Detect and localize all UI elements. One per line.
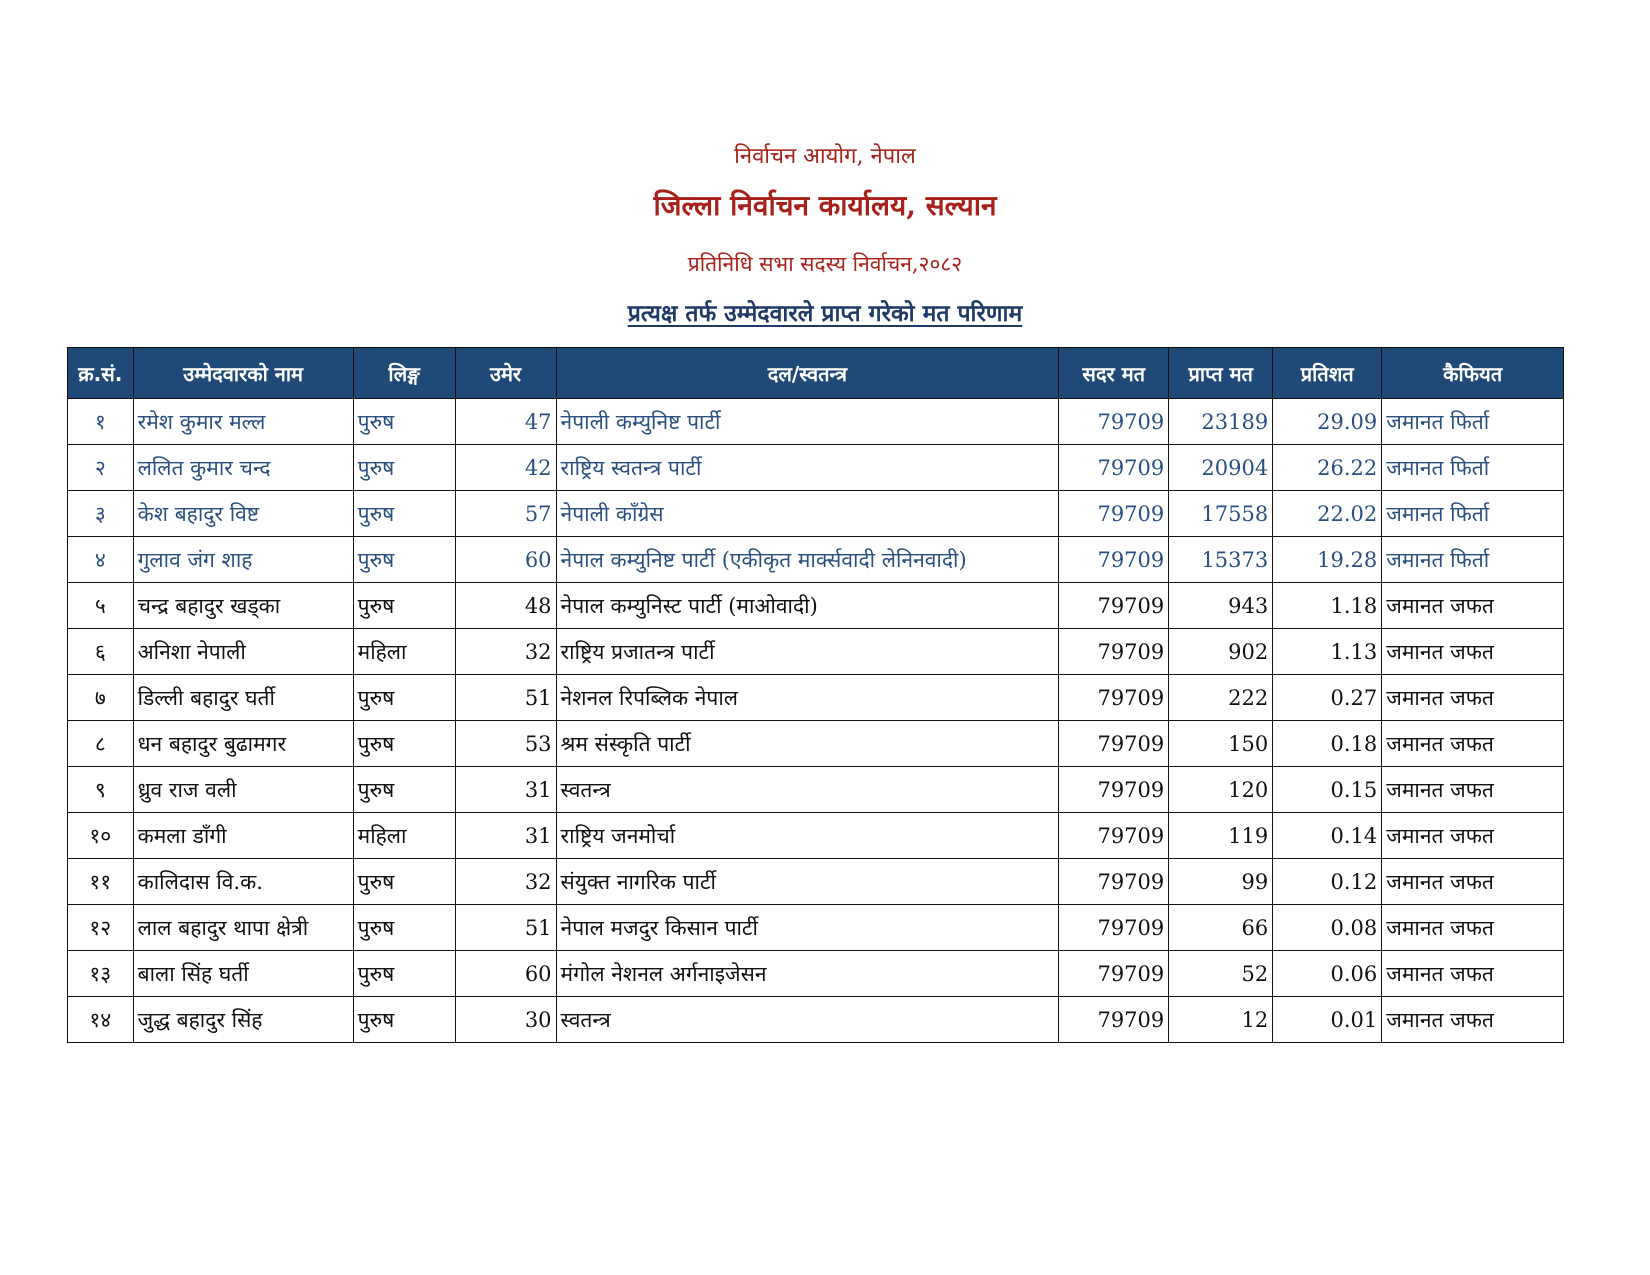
cell-gender: पुरुष	[353, 997, 455, 1043]
cell-percent: 0.18	[1273, 721, 1382, 767]
cell-party: नेपाल मजदुर किसान पार्टी	[556, 905, 1059, 951]
cell-percent: 0.14	[1273, 813, 1382, 859]
cell-valid-votes: 79709	[1059, 675, 1169, 721]
cell-remark: जमानत जफत	[1382, 997, 1564, 1043]
col-header-votes: प्राप्त मत	[1169, 348, 1273, 399]
table-row	[68, 583, 1564, 629]
cell-name: रमेश कुमार मल्ल	[133, 399, 353, 445]
cell-party: राष्ट्रिय स्वतन्त्र पार्टी	[556, 445, 1059, 491]
cell-sn: १०	[68, 813, 134, 859]
cell-sn: ६	[68, 629, 134, 675]
cell-percent: 0.27	[1273, 675, 1382, 721]
table-row	[68, 767, 1564, 813]
cell-gender: पुरुष	[353, 905, 455, 951]
table-header-row	[68, 348, 1564, 399]
cell-remark: जमानत जफत	[1382, 905, 1564, 951]
cell-sn: १२	[68, 905, 134, 951]
cell-gender: पुरुष	[353, 721, 455, 767]
table-row	[68, 629, 1564, 675]
cell-percent: 1.18	[1273, 583, 1382, 629]
cell-party: नेपाली कम्युनिष्ट पार्टी	[556, 399, 1059, 445]
cell-gender: पुरुष	[353, 399, 455, 445]
cell-party: स्वतन्त्र	[556, 767, 1059, 813]
cell-name: धन बहादुर बुढामगर	[133, 721, 353, 767]
cell-sn: ९	[68, 767, 134, 813]
cell-valid-votes: 79709	[1059, 997, 1169, 1043]
cell-gender: पुरुष	[353, 675, 455, 721]
cell-remark: जमानत जफत	[1382, 721, 1564, 767]
cell-remark: जमानत फिर्ता	[1382, 491, 1564, 537]
table-row	[68, 951, 1564, 997]
cell-age: 32	[455, 629, 556, 675]
cell-votes: 120	[1169, 767, 1273, 813]
cell-remark: जमानत जफत	[1382, 767, 1564, 813]
cell-name: बाला सिंह घर्ती	[133, 951, 353, 997]
cell-party: मंगोल नेशनल अर्गनाइजेसन	[556, 951, 1059, 997]
table-row	[68, 445, 1564, 491]
cell-sn: ११	[68, 859, 134, 905]
cell-name: डिल्ली बहादुर घर्ती	[133, 675, 353, 721]
results-table	[67, 347, 1564, 1043]
cell-remark: जमानत जफत	[1382, 675, 1564, 721]
cell-age: 42	[455, 445, 556, 491]
cell-gender: महिला	[353, 629, 455, 675]
cell-remark: जमानत जफत	[1382, 951, 1564, 997]
col-header-sn: क्र.सं.	[68, 348, 134, 399]
col-header-party: दल/स्वतन्त्र	[556, 348, 1059, 399]
cell-votes: 150	[1169, 721, 1273, 767]
cell-party: श्रम संस्कृति पार्टी	[556, 721, 1059, 767]
cell-party: नेपाल कम्युनिस्ट पार्टी (माओवादी)	[556, 583, 1059, 629]
election-title: प्रतिनिधि सभा सदस्य निर्वाचन,२०८२	[687, 252, 963, 276]
cell-age: 51	[455, 675, 556, 721]
cell-sn: १४	[68, 997, 134, 1043]
col-header-name: उम्मेदवारको नाम	[133, 348, 353, 399]
col-header-remark: कैफियत	[1382, 348, 1564, 399]
cell-valid-votes: 79709	[1059, 629, 1169, 675]
cell-sn: १	[68, 399, 134, 445]
cell-percent: 1.13	[1273, 629, 1382, 675]
cell-percent: 26.22	[1273, 445, 1382, 491]
cell-valid-votes: 79709	[1059, 721, 1169, 767]
cell-votes: 23189	[1169, 399, 1273, 445]
cell-party: स्वतन्त्र	[556, 997, 1059, 1043]
cell-age: 47	[455, 399, 556, 445]
cell-gender: पुरुष	[353, 491, 455, 537]
cell-votes: 66	[1169, 905, 1273, 951]
cell-party: नेशनल रिपब्लिक नेपाल	[556, 675, 1059, 721]
cell-gender: पुरुष	[353, 537, 455, 583]
table-row	[68, 721, 1564, 767]
cell-votes: 943	[1169, 583, 1273, 629]
cell-percent: 0.01	[1273, 997, 1382, 1043]
cell-name: अनिशा नेपाली	[133, 629, 353, 675]
cell-percent: 19.28	[1273, 537, 1382, 583]
cell-valid-votes: 79709	[1059, 767, 1169, 813]
cell-valid-votes: 79709	[1059, 399, 1169, 445]
cell-name: ललित कुमार चन्द	[133, 445, 353, 491]
cell-votes: 902	[1169, 629, 1273, 675]
cell-name: गुलाव जंग शाह	[133, 537, 353, 583]
col-header-valid-votes: सदर मत	[1059, 348, 1169, 399]
col-header-gender: लिङ्ग	[353, 348, 455, 399]
cell-age: 30	[455, 997, 556, 1043]
cell-sn: ८	[68, 721, 134, 767]
cell-age: 60	[455, 951, 556, 997]
table-row	[68, 813, 1564, 859]
cell-name: केश बहादुर विष्ट	[133, 491, 353, 537]
cell-gender: पुरुष	[353, 951, 455, 997]
cell-sn: ३	[68, 491, 134, 537]
cell-party: नेपाल कम्युनिष्ट पार्टी (एकीकृत मार्क्सवादी लेनिनवादी)	[556, 537, 1059, 583]
cell-remark: जमानत जफत	[1382, 583, 1564, 629]
cell-gender: पुरुष	[353, 445, 455, 491]
cell-age: 48	[455, 583, 556, 629]
cell-valid-votes: 79709	[1059, 491, 1169, 537]
cell-remark: जमानत फिर्ता	[1382, 537, 1564, 583]
cell-age: 31	[455, 767, 556, 813]
cell-sn: ५	[68, 583, 134, 629]
cell-valid-votes: 79709	[1059, 813, 1169, 859]
cell-valid-votes: 79709	[1059, 859, 1169, 905]
cell-percent: 0.08	[1273, 905, 1382, 951]
cell-votes: 99	[1169, 859, 1273, 905]
cell-party: नेपाली काँग्रेस	[556, 491, 1059, 537]
cell-percent: 0.06	[1273, 951, 1382, 997]
cell-name: ध्रुव राज वली	[133, 767, 353, 813]
table-row	[68, 905, 1564, 951]
cell-percent: 0.15	[1273, 767, 1382, 813]
cell-name: कमला डाँगी	[133, 813, 353, 859]
result-subtitle-text: प्रत्यक्ष तर्फ उम्मेदवारले प्राप्त गरेको मत परिणाम	[627, 300, 1023, 327]
cell-party: संयुक्त नागरिक पार्टी	[556, 859, 1059, 905]
org-title: निर्वाचन आयोग, नेपाल	[734, 144, 916, 169]
cell-age: 51	[455, 905, 556, 951]
col-header-age: उमेर	[455, 348, 556, 399]
cell-age: 31	[455, 813, 556, 859]
cell-name: जुद्ध बहादुर सिंह	[133, 997, 353, 1043]
cell-valid-votes: 79709	[1059, 905, 1169, 951]
cell-age: 53	[455, 721, 556, 767]
cell-gender: महिला	[353, 813, 455, 859]
cell-remark: जमानत जफत	[1382, 629, 1564, 675]
cell-valid-votes: 79709	[1059, 445, 1169, 491]
cell-votes: 119	[1169, 813, 1273, 859]
table-row	[68, 399, 1564, 445]
cell-sn: ४	[68, 537, 134, 583]
table-row	[68, 997, 1564, 1043]
cell-remark: जमानत जफत	[1382, 813, 1564, 859]
cell-remark: जमानत जफत	[1382, 859, 1564, 905]
cell-age: 60	[455, 537, 556, 583]
col-header-percent: प्रतिशत	[1273, 348, 1382, 399]
cell-age: 57	[455, 491, 556, 537]
cell-votes: 12	[1169, 997, 1273, 1043]
cell-age: 32	[455, 859, 556, 905]
cell-votes: 20904	[1169, 445, 1273, 491]
cell-votes: 52	[1169, 951, 1273, 997]
cell-valid-votes: 79709	[1059, 537, 1169, 583]
table-row	[68, 675, 1564, 721]
table-row	[68, 537, 1564, 583]
cell-gender: पुरुष	[353, 767, 455, 813]
cell-gender: पुरुष	[353, 859, 455, 905]
cell-name: लाल बहादुर थापा क्षेत्री	[133, 905, 353, 951]
cell-gender: पुरुष	[353, 583, 455, 629]
cell-votes: 17558	[1169, 491, 1273, 537]
cell-votes: 15373	[1169, 537, 1273, 583]
result-subtitle	[0, 296, 1650, 328]
cell-name: कालिदास वि.क.	[133, 859, 353, 905]
table-row	[68, 859, 1564, 905]
cell-remark: जमानत फिर्ता	[1382, 445, 1564, 491]
cell-valid-votes: 79709	[1059, 583, 1169, 629]
cell-sn: ७	[68, 675, 134, 721]
cell-sn: २	[68, 445, 134, 491]
office-title: जिल्ला निर्वाचन कार्यालय, सल्यान	[653, 189, 997, 222]
cell-party: राष्ट्रिय प्रजातन्त्र पार्टी	[556, 629, 1059, 675]
cell-percent: 22.02	[1273, 491, 1382, 537]
table-row	[68, 491, 1564, 537]
cell-remark: जमानत फिर्ता	[1382, 399, 1564, 445]
cell-name: चन्द्र बहादुर खड्का	[133, 583, 353, 629]
cell-sn: १३	[68, 951, 134, 997]
cell-percent: 0.12	[1273, 859, 1382, 905]
cell-party: राष्ट्रिय जनमोर्चा	[556, 813, 1059, 859]
cell-votes: 222	[1169, 675, 1273, 721]
cell-valid-votes: 79709	[1059, 951, 1169, 997]
cell-percent: 29.09	[1273, 399, 1382, 445]
